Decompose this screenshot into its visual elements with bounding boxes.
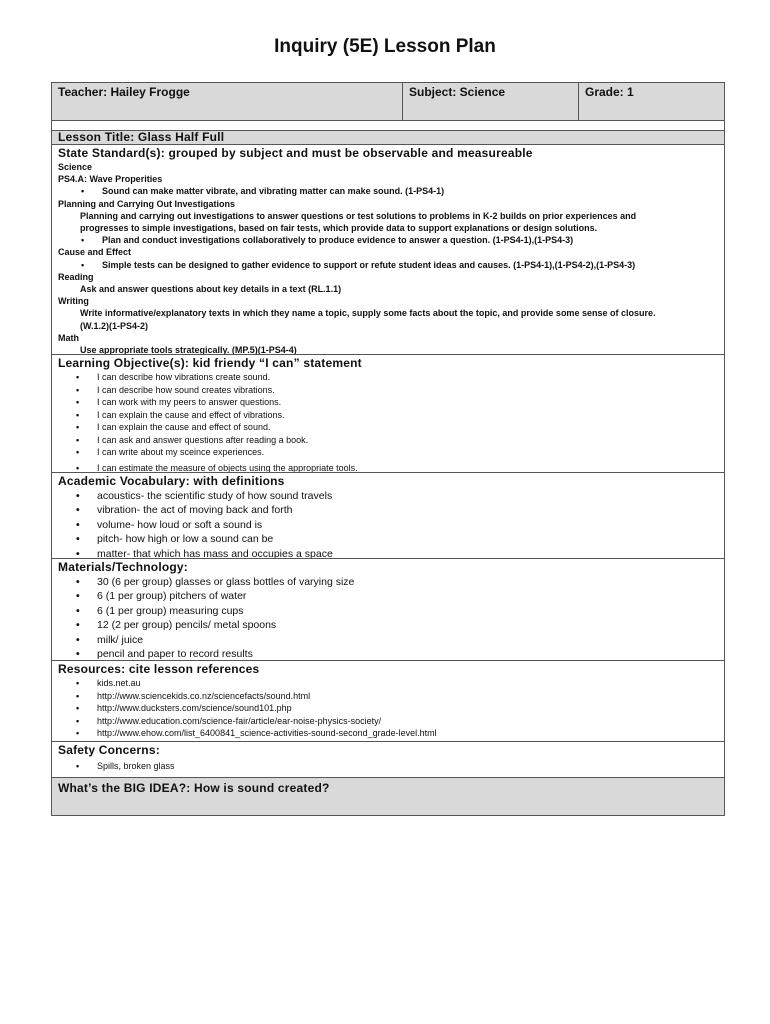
objective-item: • I can ask and answer questions after reading a book. bbox=[52, 434, 724, 447]
resource-link[interactable]: • kids.net.au bbox=[52, 677, 724, 690]
materials-item: • 30 (6 per group) glasses or glass bottles of varying size bbox=[52, 575, 724, 589]
math-label: Math bbox=[58, 332, 79, 343]
lesson-title: Lesson Title: Glass Half Full bbox=[58, 130, 225, 144]
cause-label: Cause and Effect bbox=[58, 247, 132, 258]
objective-item: • I can write about my sceince experiences. bbox=[52, 446, 724, 459]
objective-item: • I can explain the cause and effect of vibrations. bbox=[52, 409, 724, 422]
writing-label: Writing bbox=[58, 296, 89, 307]
standards-body bbox=[52, 161, 724, 356]
ps4a-label: PS4.A: Wave Properities bbox=[58, 174, 163, 185]
materials-item: • 6 (1 per group) measuring cups bbox=[52, 604, 724, 618]
vocabulary-heading: Academic Vocabulary: with definitions bbox=[58, 474, 285, 488]
science-label: Science bbox=[58, 162, 93, 172]
document-title: Inquiry (5E) Lesson Plan bbox=[274, 36, 496, 57]
vocabulary-section bbox=[52, 472, 724, 558]
vocabulary-item: • acoustics- the scientific study of how sound travels bbox=[52, 489, 724, 503]
writing-text: Write informative/explanatory texts in which they name a topic, supply some facts about the topic, and provide some sense of closure. (W.1.2)(1-PS4-2) bbox=[80, 308, 656, 331]
grade-cell: Grade: 1 bbox=[578, 83, 724, 120]
resource-link[interactable]: • http://www.ehow.com/list_6400841_science-activities-sound-second_grade-level.html bbox=[52, 727, 724, 740]
vocabulary-item: • volume- how loud or soft a sound is bbox=[52, 518, 724, 532]
objectives-section bbox=[52, 354, 724, 472]
vocabulary-item: • vibration- the act of moving back and forth bbox=[52, 503, 724, 517]
reading-text: Ask and answer questions about key details in a text (RL.1.1) bbox=[80, 284, 342, 295]
resources-section bbox=[52, 660, 724, 741]
resource-link[interactable]: • http://www.education.com/science-fair/article/ear-noise-physics-society/ bbox=[52, 715, 724, 728]
planning-bullet: • Plan and conduct investigations collaboratively to produce evidence to answer a question. (1-PS4-1),(1-PS4-3) bbox=[58, 234, 718, 246]
planning-label: Planning and Carrying Out Investigations bbox=[58, 198, 236, 209]
objective-item: • I can estimate the measure of objects using the appropriate tools. bbox=[52, 462, 724, 475]
objectives-heading: Learning Objective(s): kid friendy “I can” statement bbox=[58, 356, 362, 370]
planning-text: Planning and carrying out investigations to answer questions or test solutions to problems in K-2 builds on prior experiences and progresses to simple investigations, based on fair tests, which provide data to support explanations or design solutions. bbox=[80, 210, 637, 234]
objective-item: • I can describe how sound creates vibrations. bbox=[52, 384, 724, 397]
vocabulary-item: • matter- that which has mass and occupies a space bbox=[52, 547, 724, 561]
resource-link[interactable]: • http://www.ducksters.com/science/sound101.php bbox=[52, 702, 724, 715]
materials-item: • 6 (1 per group) pitchers of water bbox=[52, 589, 724, 603]
big-idea-row bbox=[52, 777, 724, 815]
reading-label: Reading bbox=[58, 271, 94, 282]
objective-item: • I can work with my peers to answer questions. bbox=[52, 396, 724, 409]
cause-bullet: • Simple tests can be designed to gather evidence to support or refute student ideas and causes. (1-PS4-1),(1-PS4-2),(1-PS4-3) bbox=[58, 259, 718, 271]
materials-item: • pencil and paper to record results bbox=[52, 647, 724, 661]
objective-item: • I can describe how vibrations create sound. bbox=[52, 371, 724, 384]
header-row bbox=[52, 83, 724, 120]
teacher-cell: Teacher: Hailey Frogge bbox=[58, 85, 190, 99]
spacer-row bbox=[52, 120, 724, 130]
standards-heading: State Standard(s): grouped by subject and must be observable and measureable bbox=[58, 146, 533, 160]
materials-heading: Materials/Technology: bbox=[58, 560, 189, 574]
materials-item: • milk/ juice bbox=[52, 633, 724, 647]
subject-cell: Subject: Science bbox=[402, 83, 578, 120]
lesson-title-row bbox=[52, 130, 724, 144]
materials-section bbox=[52, 558, 724, 660]
resources-list bbox=[52, 677, 724, 740]
safety-list bbox=[52, 760, 724, 773]
vocabulary-list bbox=[52, 489, 724, 561]
materials-item: • 12 (2 per group) pencils/ metal spoons bbox=[52, 618, 724, 632]
objective-item: • I can explain the cause and effect of sound. bbox=[52, 421, 724, 434]
vocabulary-item: • pitch- how high or low a sound can be bbox=[52, 532, 724, 546]
safety-item: • Spills, broken glass bbox=[52, 760, 724, 773]
safety-heading: Safety Concerns: bbox=[58, 743, 160, 757]
resource-link[interactable]: • http://www.sciencekids.co.nz/sciencefacts/sound.html bbox=[52, 690, 724, 703]
resources-heading: Resources: cite lesson references bbox=[58, 662, 260, 676]
ps4a-bullet: • Sound can make matter vibrate, and vibrating matter can make sound. (1-PS4-1) bbox=[58, 185, 718, 197]
big-idea-text: What’s the BIG IDEA?: How is sound created? bbox=[58, 781, 330, 795]
math-text: Use appropriate tools strategically. (MP.5)(1-PS4-4) bbox=[80, 345, 297, 356]
materials-list bbox=[52, 575, 724, 661]
objectives-list bbox=[52, 371, 724, 474]
safety-section bbox=[52, 741, 724, 777]
standards-section bbox=[52, 144, 724, 354]
lesson-plan-table bbox=[51, 82, 725, 816]
